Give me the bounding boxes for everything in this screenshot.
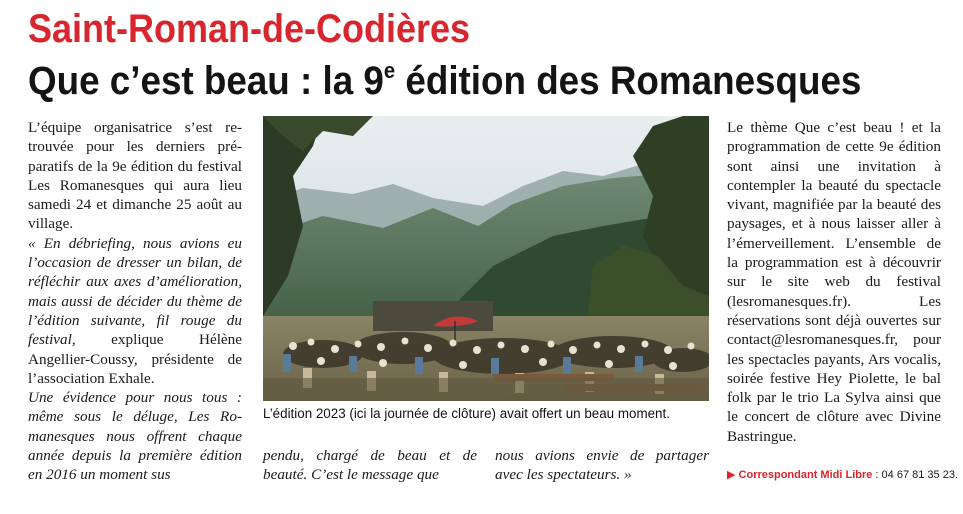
quote-continuation: Une évidence pour nous tous : même sous le déluge, Les Romanesques nous offrent chaque année depuis la première édition en 2016 un moment sus [28,389,242,484]
article-headline [28,56,861,106]
column-4 [727,118,941,446]
column-3-text: nous avions envie de partager avec les spectateurs. » [495,447,709,484]
headline-superscript: e [383,58,396,83]
quote-paragraph [28,234,242,388]
column-2-text: pendu, chargé de beau et de beauté. C’est le message que [263,447,477,484]
quote-attribution: explique Hélène Angellier-Coussy, présidente de l’association Exhale. [28,331,242,387]
correspondent-label: Correspondant Midi Libre [738,469,873,481]
column-2 [263,446,477,485]
headline-part-1: Que c’est beau : la 9 [28,59,384,103]
correspondent-phone: : 04 67 81 35 23. [872,469,959,481]
article-photo [263,116,709,401]
triangle-icon: ▶ [727,469,736,481]
column-3 [495,446,709,485]
article-kicker: Saint-Roman-de-Codières [28,7,471,51]
intro-paragraph: L’équipe organisatrice s’est retrouvée pour les derniers préparatifs de la 9e édition du festival Les Romanesques qui aura lieu samedi 24 et dimanche 25 août au village. [28,119,242,233]
column-1 [28,118,242,485]
headline-part-2: édition des Romanesques [395,59,862,103]
correspondent-credit [727,468,959,482]
quote-text: « En débriefing, nous avions eu l’occasion de dresser un bilan, de réfléchir aux axes d’amélioration, mais aussi de décider du thème de l’édition suivante, fil rouge du festival, [28,234,242,349]
photo-caption: L’édition 2023 (ici la journée de clôture) avait offert un beau moment. [263,406,670,421]
column-4-text: Le thème Que c’est beau ! et la programmation de cette 9e édition sont ainsi une invitation à contempler la beauté du spectacle vivant, magnifiée par la beauté des paysages, et à nous laisser aller à l’émerveillement. L’ensemble de la programmation est à découvrir sur le site web du festival (lesromanesques.fr). Les réservations sont déjà ouvertes sur contact@lesromanesques.fr, pour les spectacles payants, Ars vocalis, soirée festive Hey Piolette, le bal folk par le trio La Sylva ainsi que le concert de clôture avec Divine Bastringue. [727,119,941,445]
festival-crowd-photo [263,116,709,401]
